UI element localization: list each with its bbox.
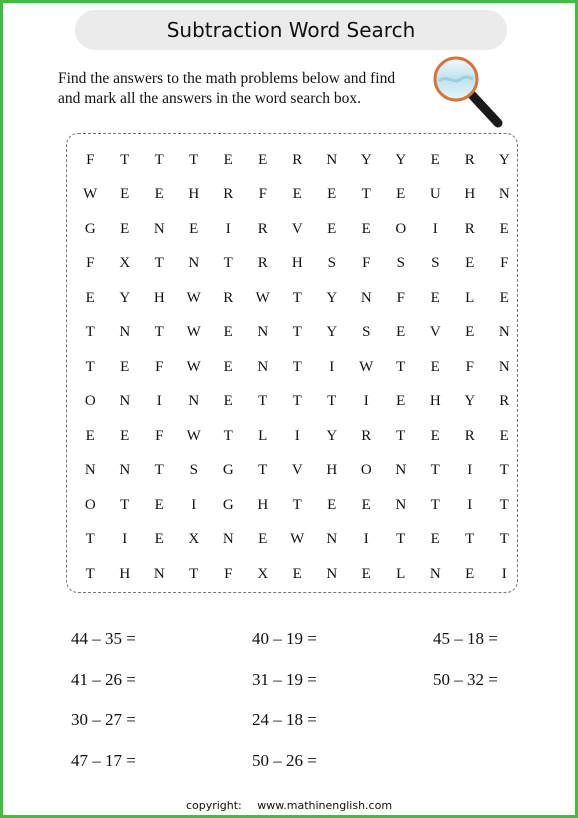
grid-letter[interactable]: I [363,393,369,410]
grid-letter[interactable]: E [396,186,406,203]
grid-letter[interactable]: E [223,358,233,375]
grid-letter[interactable]: R [257,255,268,272]
grid-letter[interactable]: V [291,220,303,237]
grid-letter[interactable]: T [396,531,406,548]
grid-letter[interactable]: Y [360,151,372,168]
grid-letter[interactable]: R [223,289,234,306]
grid-letter[interactable]: X [188,531,200,548]
grid-letter[interactable]: I [467,462,473,479]
subtraction-problem: 31 – 19 = [252,670,317,689]
grid-letter[interactable]: T [223,427,233,444]
grid-letter[interactable]: E [465,255,475,272]
grid-letter[interactable]: T [223,255,233,272]
website-link[interactable]: www.mathinenglish.com [257,799,393,812]
grid-letter[interactable]: O [360,462,372,479]
grid-letter[interactable]: W [186,324,201,341]
grid-letter[interactable]: E [85,289,95,306]
grid-letter[interactable]: N [257,324,269,341]
grid-letter[interactable]: G [222,496,234,513]
grid-letter[interactable]: S [396,255,405,272]
instructions-line-2: and mark all the answers in the word search box. [58,90,362,107]
grid-letter[interactable]: S [362,324,371,341]
grid-letter[interactable]: N [498,358,510,375]
grid-letter[interactable]: E [327,496,337,513]
grid-letter[interactable]: T [292,289,302,306]
grid-letter[interactable]: E [361,565,371,582]
subtraction-problem: 40 – 19 = [252,629,317,648]
grid-letter[interactable]: E [154,496,164,513]
grid-letter[interactable]: E [120,220,130,237]
grid-letter[interactable]: N [326,151,338,168]
grid-letter[interactable]: E [120,427,130,444]
page-title: Subtraction Word Search [166,18,416,42]
grid-letter[interactable]: W [290,531,305,548]
grid-letter[interactable]: E [430,358,440,375]
grid-letter[interactable]: I [329,358,335,375]
grid-letter[interactable]: G [84,220,96,237]
grid-letter[interactable]: E [396,393,406,410]
grid-letter[interactable]: H [291,255,303,272]
grid-letter[interactable]: F [500,255,509,272]
grid-letter[interactable]: T [292,393,302,410]
grid-letter[interactable]: E [327,220,337,237]
grid-letter[interactable]: T [430,462,440,479]
grid-letter[interactable]: G [222,462,234,479]
grid-letter[interactable]: E [154,531,164,548]
grid-letter[interactable]: O [84,393,96,410]
grid-letter[interactable]: E [154,186,164,203]
grid-letter[interactable]: T [85,565,95,582]
subtraction-problem: 24 – 18 = [252,710,317,729]
grid-letter[interactable]: E [120,358,130,375]
grid-letter[interactable]: N [188,255,200,272]
grid-letter[interactable]: Y [326,427,338,444]
grid-letter[interactable]: E [465,324,475,341]
grid-letter[interactable]: H [326,462,338,479]
magnifying-glass-icon [430,55,510,133]
grid-letter[interactable]: R [292,151,303,168]
grid-letter[interactable]: S [327,255,336,272]
word-search-grid [73,143,522,592]
grid-letter[interactable]: Y [326,289,338,306]
grid-letter[interactable]: F [465,358,474,375]
grid-letter[interactable]: T [154,255,164,272]
grid-letter[interactable]: T [154,151,164,168]
grid-letter[interactable]: E [361,496,371,513]
grid-letter[interactable]: N [153,565,165,582]
grid-letter[interactable]: E [258,531,268,548]
grid-letter[interactable]: T [120,151,130,168]
grid-letter[interactable]: R [257,220,268,237]
grid-letter[interactable]: T [499,496,509,513]
grid-letter[interactable]: N [188,393,200,410]
grid-letter[interactable]: W [186,358,201,375]
grid-letter[interactable]: N [222,531,234,548]
grid-letter[interactable]: E [499,289,509,306]
grid-letter[interactable]: E [499,427,509,444]
grid-letter[interactable]: W [186,289,201,306]
grid-letter[interactable]: N [326,565,338,582]
grid-letter[interactable]: I [225,220,231,237]
grid-letter[interactable]: F [362,255,371,272]
grid-letter[interactable]: H [119,565,131,582]
grid-letter[interactable]: N [326,531,338,548]
grid-letter[interactable]: E [292,186,302,203]
grid-letter[interactable]: X [119,255,131,272]
grid-letter[interactable]: L [258,427,268,444]
grid-letter[interactable]: V [291,462,303,479]
copyright-label: copyright: [185,799,242,812]
grid-letter[interactable]: F [86,255,95,272]
grid-letter[interactable]: T [499,531,509,548]
grid-letter[interactable]: E [327,186,337,203]
grid-letter[interactable]: E [223,393,233,410]
grid-letter[interactable]: N [429,565,441,582]
grid-letter[interactable]: Y [395,151,407,168]
grid-letter[interactable]: H [188,186,200,203]
grid-letter[interactable]: V [429,324,441,341]
grid-letter[interactable]: N [498,324,510,341]
grid-letter[interactable]: E [465,565,475,582]
grid-letter[interactable]: O [84,496,96,513]
grid-letter[interactable]: R [223,186,234,203]
grid-letter[interactable]: N [360,289,372,306]
grid-letter[interactable]: I [432,220,438,237]
grid-letter[interactable]: E [430,427,440,444]
subtraction-problem: 30 – 27 = [71,710,136,729]
grid-letter[interactable]: R [499,393,510,410]
grid-letter[interactable]: E [292,565,302,582]
grid-letter[interactable]: H [429,393,441,410]
grid-letter[interactable]: R [361,427,372,444]
grid-letter[interactable]: Y [498,151,510,168]
grid-letter[interactable]: E [120,186,130,203]
grid-letter[interactable]: Y [119,289,131,306]
grid-letter[interactable]: F [155,427,164,444]
grid-letter[interactable]: R [464,220,475,237]
grid-letter[interactable]: E [396,324,406,341]
grid-letter[interactable]: T [292,358,302,375]
grid-letter[interactable]: I [294,427,300,444]
grid-letter[interactable]: Y [464,393,476,410]
grid-letter[interactable]: E [223,324,233,341]
grid-letter[interactable]: N [119,393,131,410]
instructions-line-1: Find the answers to the math problems below and find [58,70,396,87]
grid-letter[interactable]: N [84,462,96,479]
grid-letter[interactable]: T [189,565,199,582]
grid-letter[interactable]: L [396,565,406,582]
grid-letter[interactable]: R [464,151,475,168]
grid-letter[interactable]: X [257,565,269,582]
grid-letter[interactable]: L [465,289,475,306]
grid-letter[interactable]: T [85,324,95,341]
grid-letter[interactable]: T [396,427,406,444]
grid-letter[interactable]: N [153,220,165,237]
grid-letter[interactable]: T [120,496,130,513]
grid-letter[interactable]: I [363,531,369,548]
grid-letter[interactable]: O [395,220,407,237]
grid-letter[interactable]: T [189,151,199,168]
grid-letter[interactable]: I [467,496,473,513]
grid-letter[interactable]: T [465,531,475,548]
grid-letter[interactable]: I [191,496,197,513]
grid-letter[interactable]: N [395,496,407,513]
grid-letter[interactable]: W [359,358,374,375]
grid-letter[interactable]: E [361,220,371,237]
grid-letter[interactable]: T [85,358,95,375]
title-bar [75,10,507,50]
subtraction-problem: 44 – 35 = [71,629,136,648]
grid-letter[interactable]: Y [326,324,338,341]
grid-letter[interactable]: N [257,358,269,375]
grid-letter[interactable]: T [85,531,95,548]
grid-letter[interactable]: E [430,151,440,168]
grid-letter[interactable]: W [186,427,201,444]
subtraction-problem: 41 – 26 = [71,670,136,689]
grid-letter[interactable]: E [223,151,233,168]
subtraction-problem: 45 – 18 = [433,629,498,648]
grid-letter[interactable]: E [430,531,440,548]
grid-letter[interactable]: F [258,186,267,203]
grid-letter[interactable]: U [429,186,441,203]
grid-letter[interactable]: T [154,462,164,479]
grid-letter[interactable]: I [156,393,162,410]
grid-letter[interactable]: N [119,324,131,341]
grid-letter[interactable]: T [430,496,440,513]
grid-letter[interactable]: T [292,324,302,341]
grid-letter[interactable]: H [257,496,269,513]
grid-letter[interactable]: T [258,462,268,479]
grid-letter[interactable]: F [86,151,95,168]
grid-letter[interactable]: T [154,324,164,341]
grid-letter[interactable]: F [396,289,405,306]
grid-letter[interactable]: T [396,358,406,375]
grid-letter[interactable]: R [464,427,475,444]
grid-letter[interactable]: N [498,186,510,203]
footer [3,799,575,812]
grid-letter[interactable]: E [85,427,95,444]
subtraction-problem: 50 – 26 = [252,751,317,770]
grid-letter[interactable]: E [430,289,440,306]
grid-letter[interactable]: E [189,220,199,237]
grid-letter[interactable]: S [189,462,198,479]
grid-letter[interactable]: F [155,358,164,375]
grid-letter[interactable]: T [292,496,302,513]
grid-letter[interactable]: E [258,151,268,168]
grid-letter[interactable]: I [122,531,128,548]
grid-letter[interactable]: F [224,565,233,582]
grid-letter[interactable]: T [499,462,509,479]
grid-letter[interactable]: H [464,186,476,203]
grid-letter[interactable]: S [431,255,440,272]
subtraction-problem: 50 – 32 = [433,670,498,689]
grid-letter[interactable]: N [119,462,131,479]
grid-letter[interactable]: W [83,186,98,203]
subtraction-problem: 47 – 17 = [71,751,136,770]
grid-letter[interactable]: T [258,393,268,410]
grid-letter[interactable]: E [499,220,509,237]
grid-letter[interactable]: N [395,462,407,479]
grid-letter[interactable]: H [153,289,165,306]
grid-letter[interactable]: T [361,186,371,203]
grid-letter[interactable]: W [255,289,270,306]
grid-letter[interactable]: T [327,393,337,410]
instructions [58,69,428,109]
grid-letter[interactable]: I [501,565,507,582]
